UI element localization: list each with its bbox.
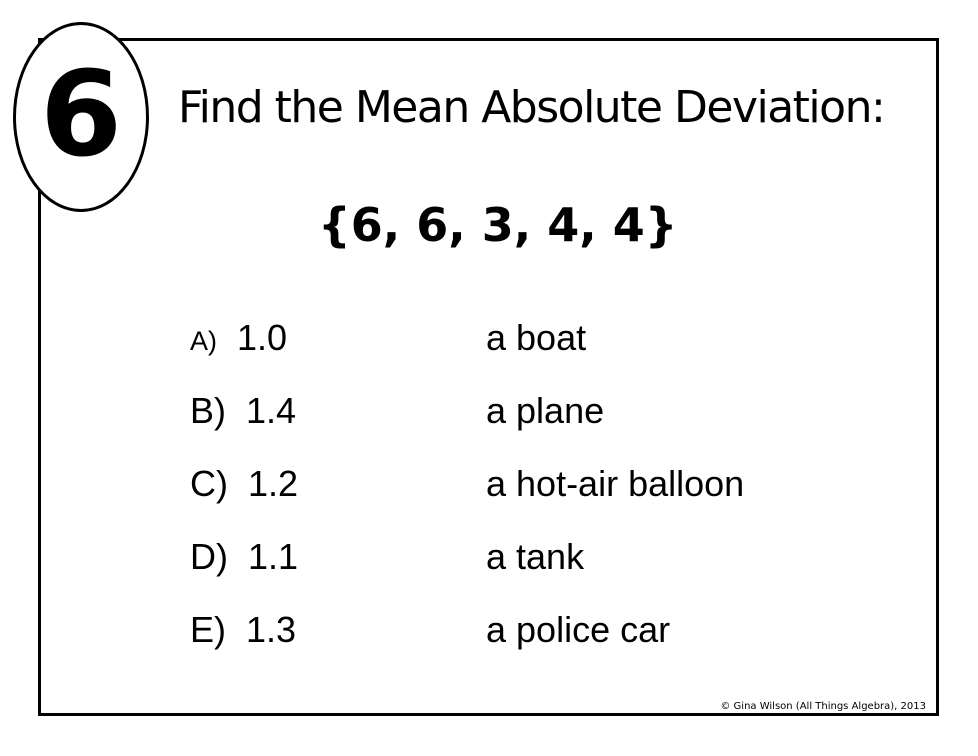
choice-value: 1.1 <box>248 536 299 577</box>
choice-answer: a tank <box>486 536 585 577</box>
data-set: {6, 6, 3, 4, 4} <box>318 198 678 252</box>
choice-d <box>190 535 810 608</box>
task-number: 6 <box>39 45 123 183</box>
question-title: Find the Mean Absolute Deviation: <box>178 82 885 133</box>
answer-choices <box>190 316 810 681</box>
choice-letter: C) <box>190 463 228 504</box>
choice-b <box>190 389 810 462</box>
choice-value: 1.0 <box>237 317 288 358</box>
choice-value: 1.3 <box>246 609 297 650</box>
choice-answer: a police car <box>486 609 671 650</box>
copyright-notice: © Gina Wilson (All Things Algebra), 2013 <box>720 701 926 712</box>
choice-answer: a plane <box>486 390 605 431</box>
choice-a <box>190 316 810 389</box>
choice-letter: E) <box>190 609 226 650</box>
choice-answer: a hot-air balloon <box>486 463 745 504</box>
choice-letter: B) <box>190 390 226 431</box>
choice-c <box>190 462 810 535</box>
choice-value: 1.2 <box>248 463 299 504</box>
choice-value: 1.4 <box>246 390 297 431</box>
choice-letter: D) <box>190 536 228 577</box>
choice-e <box>190 608 810 681</box>
choice-letter: A) <box>190 326 217 356</box>
task-number-badge <box>13 22 149 212</box>
choice-answer: a boat <box>486 317 587 358</box>
